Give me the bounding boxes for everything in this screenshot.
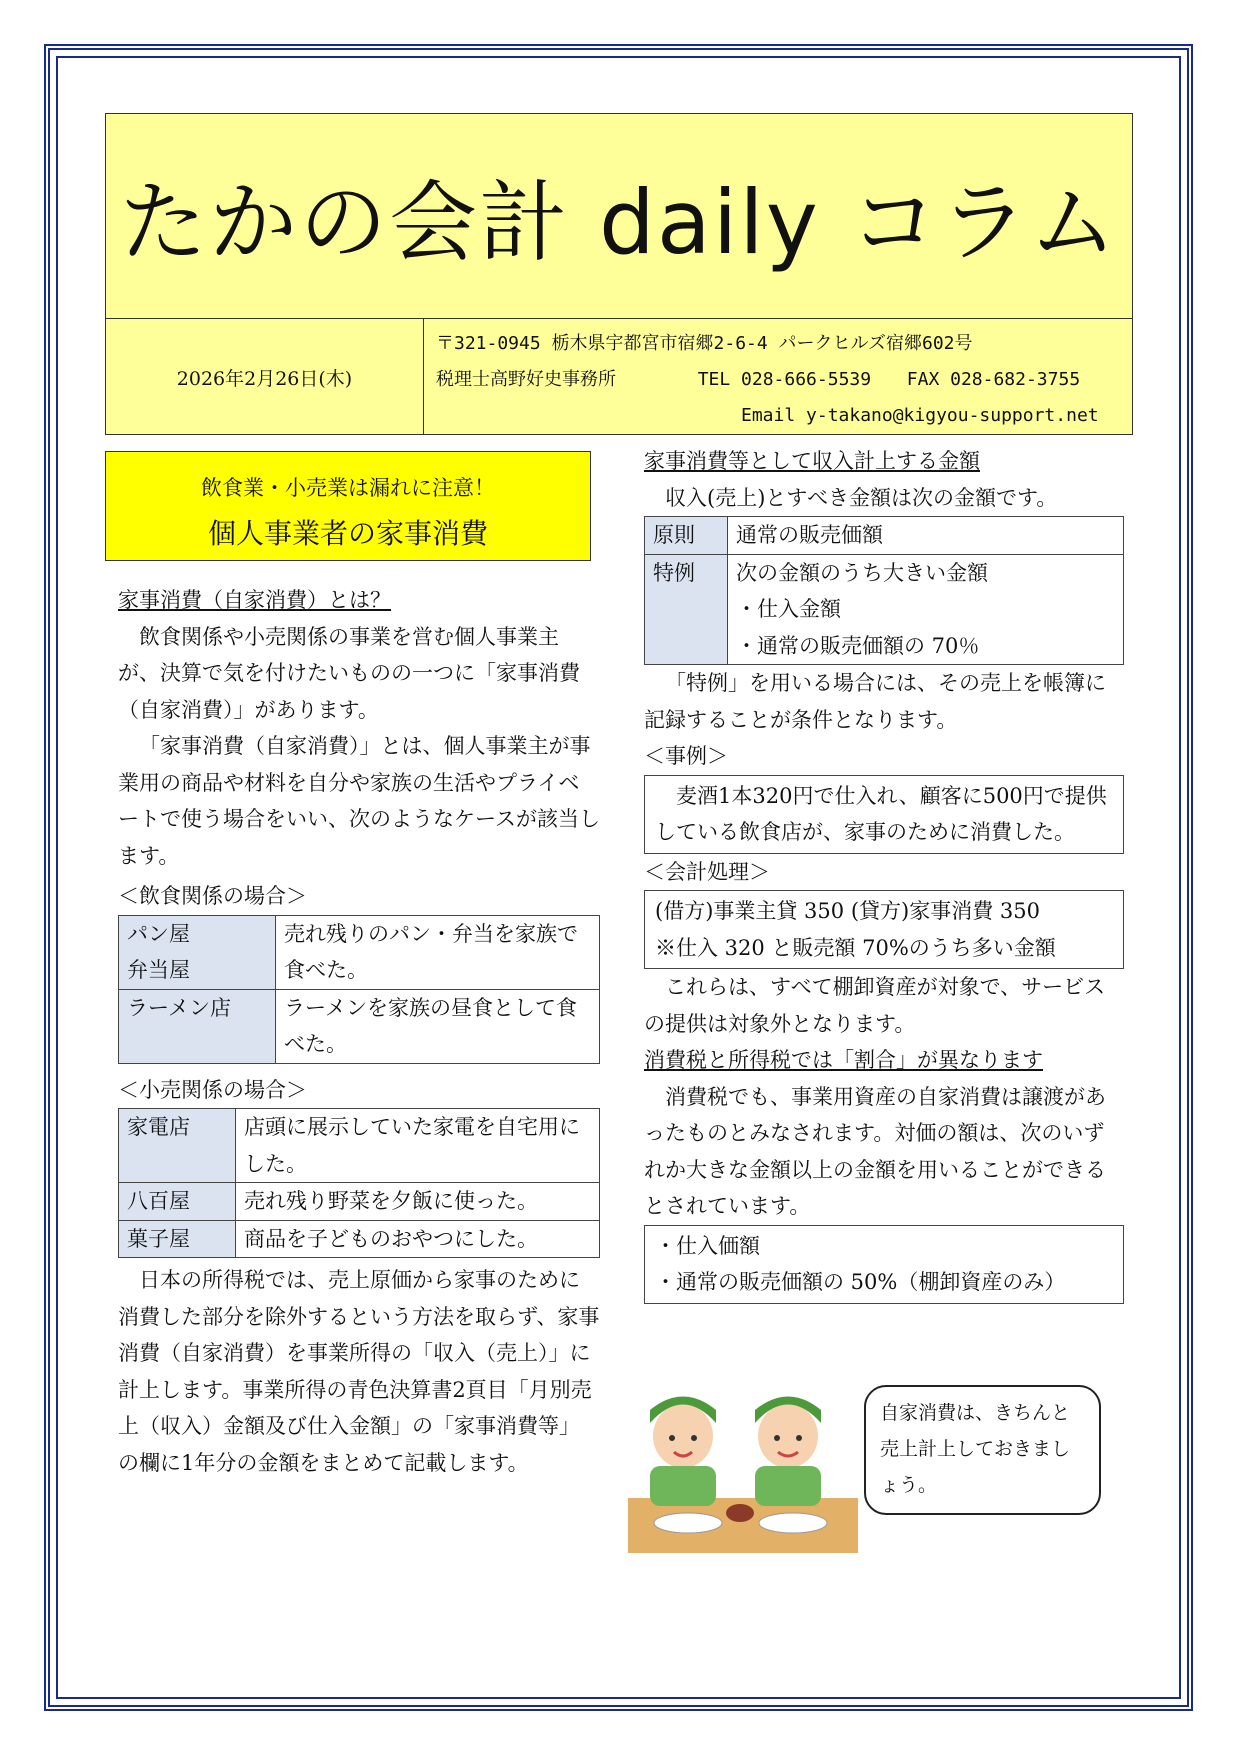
table-cell: 八百屋 [119,1183,236,1221]
table-cell [728,554,1124,665]
table-cell: ラーメンを家族の昼食として食べた。 [276,989,600,1063]
table-row [119,1109,600,1183]
table-cell-line: ・仕入金額 [736,597,841,621]
table-cell: 店頭に展示していた家電を自宅用にした。 [236,1109,600,1183]
paragraph: これらは、すべて棚卸資産が対象で、サービスの提供は対象外となります。 [644,975,1106,1036]
table-cell: 家電店 [119,1109,236,1183]
eating-people-illustration [628,1378,858,1553]
table-cell: 売れ残り野菜を夕飯に使った。 [236,1183,600,1221]
list-item: ・仕入価額 [655,1233,760,1258]
office-line [436,362,1099,398]
subheading: ＜会計処理＞ [644,859,770,884]
section-heading: 家事消費（自家消費）とは？ [118,588,391,612]
person-right [755,1397,821,1507]
table-cell: 原則 [645,517,728,555]
table-row [119,989,600,1063]
table-row [119,1220,600,1258]
food-table [118,915,600,1064]
page-title: たかの会計 daily コラム [106,114,1132,319]
table-row [119,1183,600,1221]
paragraph: 日本の所得税では、売上原価から家事のために消費した部分を除外するという方法を取らず、家事消費（自家消費）を事業所得の「収入（売上）」に計上します。事業所得の青色決算書2頁目「月別売上（収入）金額及び仕入金額」の「家事消費等」の欄に1年分の金額をまとめて記載します。 [118,1268,600,1475]
table-cell: 菓子屋 [119,1220,236,1258]
table-row [119,915,600,989]
table-cell: パン屋 弁当屋 [119,915,276,989]
header [105,113,1133,435]
case-box: 麦酒1本320円で仕入れ、顧客に500円で提供している飲食店が、家事のために消費した。 [644,775,1124,854]
table-row [645,517,1124,555]
table-cell: 売れ残りのパン・弁当を家族で食べた。 [276,915,600,989]
paragraph: 収入(売上)とすべき金額は次の金額です。 [665,485,1058,510]
retail-table [118,1108,600,1258]
right-column [644,443,1124,1304]
tel: TEL 028-666-5539 [697,369,872,390]
accounting-line: (借方)事業主貸 350 (貸方)家事消費 350 [655,899,1040,923]
paragraph: 「特例」を用いる場合には、その売上を帳簿に記録することが条件となります。 [644,671,1106,732]
topic-title: 個人事業者の家事消費 [207,517,488,550]
table-cell-line: ・通常の販売価額の 70％ [736,633,980,658]
office-name: 税理士高野好史事務所 [436,369,616,390]
table-row [645,554,1124,665]
speech-bubble: 自家消費は、きちんと売上計上しておきましょう。 [864,1385,1101,1515]
accounting-line: ※仕入 320 と販売額 70%のうち多い金額 [655,935,1056,960]
section-heading: 消費税と所得税では「割合」が異なります [644,1048,1043,1072]
section-heading: 家事消費等として収入計上する金額 [644,449,980,473]
accounting-box [644,890,1124,969]
address: 〒321-0945 栃木県宇都宮市宿郷2-6-4 パークヒルズ宿郷602号 [436,333,973,354]
table-cell: 通常の販売価額 [728,517,1124,555]
fax: FAX 028-682-3755 [906,369,1081,390]
list-item: ・通常の販売価額の 50%（棚卸資産のみ） [655,1270,1066,1294]
contact-info [436,326,1099,434]
topic-subtitle: 飲食業・小売業は漏れに注意！ [201,476,495,500]
paragraph: 消費税でも、事業用資産の自家消費は譲渡があったものとみなされます。対価の額は、次のいずれか大きな金額以上の金額を用いることができるとされています。 [644,1084,1106,1218]
email: Email y-takano@kigyou-support.net [741,405,1099,426]
table-cell: 特例 [645,554,728,665]
topic-box [105,451,591,561]
subheading: ＜事例＞ [644,744,728,768]
list-box [644,1225,1124,1304]
table-cell: 商品を子どものおやつにした。 [236,1220,600,1258]
amount-table [644,516,1124,665]
left-column [118,582,600,1481]
paragraph: 「家事消費（自家消費）」とは、個人事業主が事業用の商品や材料を自分や家族の生活やプライベートで使う場合をいい、次のようなケースが該当します。 [118,734,600,868]
table-cell: ラーメン店 [119,989,276,1063]
person-left [650,1397,716,1507]
subheading: ＜飲食関係の場合＞ [118,884,307,908]
table-cell-line: 次の金額のうち大きい金額 [736,560,988,585]
subheading: ＜小売関係の場合＞ [118,1077,307,1102]
paragraph: 飲食関係や小売関係の事業を営む個人事業主が、決算で気を付けたいものの一つに「家事消費（自家消費）」があります。 [118,624,580,722]
issue-date: 2026年2月26日(木) [106,319,424,435]
